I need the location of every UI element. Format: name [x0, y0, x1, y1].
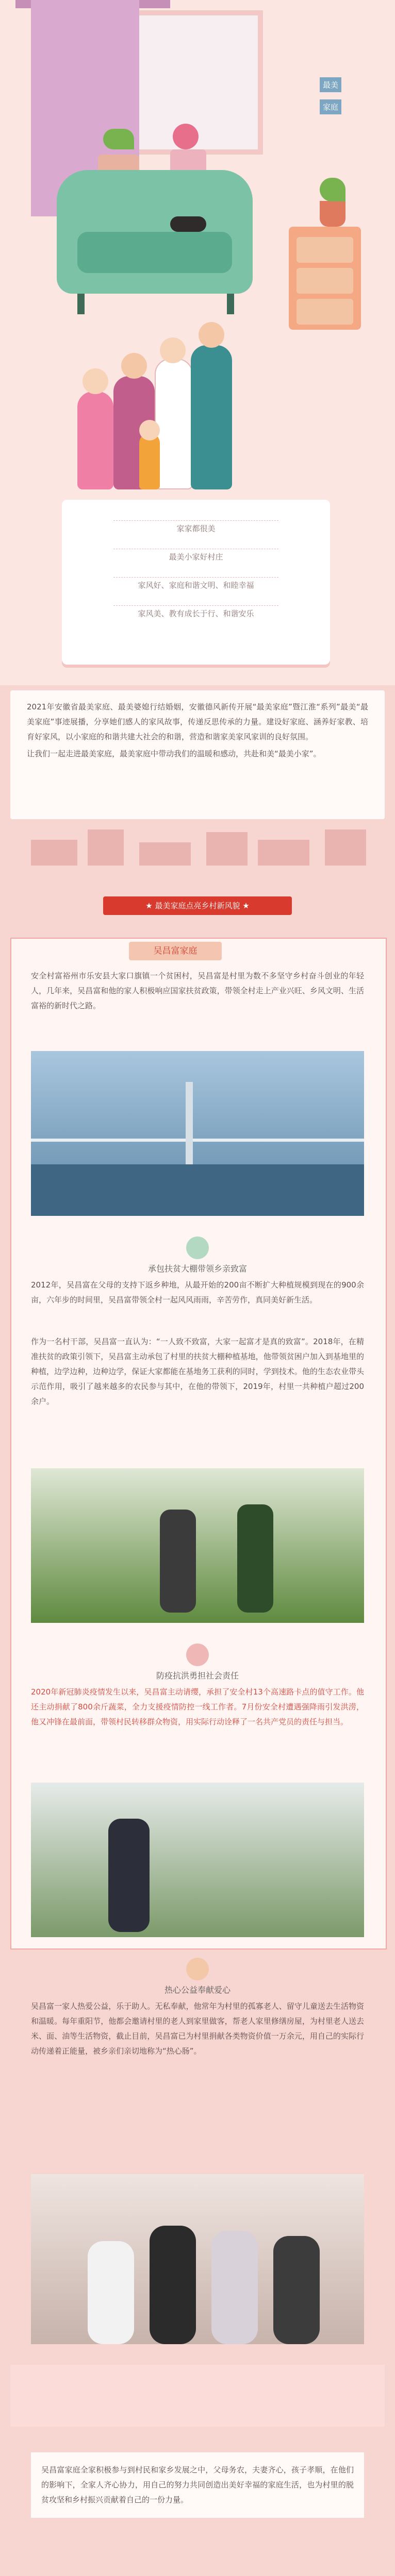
house-icon [139, 842, 191, 866]
house-icon [206, 832, 248, 866]
intro-text: 2021年安徽省最美家庭、最美婆媳行结婚姻，安徽德风新传开展“最美家庭”暨江淮“系列”最美“最美家庭”事迹展播，分享她们感人的家风故事，传递反思传承的力量。建设好家庭、涵养好家教、培育好家风，以小家庭的和谐共建大社会的和谐，营造和谐家美家风家训的良好氛围。 [27, 702, 368, 741]
family-photo [31, 2174, 364, 2344]
family-member [150, 2226, 196, 2344]
plant-leaf-icon [103, 129, 134, 149]
greenhouse-photo-2 [31, 1783, 364, 1937]
badge-line-1: 最美 [320, 77, 341, 92]
bridge-deck [31, 1139, 364, 1142]
intro-card [10, 690, 385, 819]
family-member [211, 2231, 258, 2344]
farmer-figure [237, 1504, 273, 1613]
paper-line: 最美小家好村庄 [113, 549, 278, 565]
house-icon [31, 840, 77, 866]
cabinet-drawer [297, 299, 353, 325]
plant-leaf-icon [320, 178, 345, 201]
paper-line: 家风好、家庭和谐文明、和睦幸福 [113, 577, 278, 593]
family-illustration [77, 319, 242, 489]
village-houses [10, 824, 385, 866]
section-heading-2 [93, 1643, 302, 1681]
head [160, 337, 186, 363]
head [121, 353, 147, 379]
hero-illustration [0, 0, 395, 685]
shield-icon [186, 1643, 209, 1666]
section-heading-1 [93, 1236, 302, 1274]
family-member [273, 2236, 320, 2344]
cabinet-drawer [297, 268, 353, 294]
section-title-1: 承包扶贫大棚带领乡亲致富 [147, 1264, 247, 1274]
divider-band [10, 2365, 385, 2427]
section-title-3: 热心公益奉献爱心 [164, 1985, 231, 1995]
family-member [88, 2241, 134, 2344]
farmer-figure [160, 1510, 196, 1613]
section-text-1: 2012年，吴昌富在父母的支持下返乡种地，从最开始的200亩不断扩大种植规模到现在的900余亩，六年步的时间里，吴昌富带领全村一起风风雨雨，辛苦劳作，真同美好新生活。 [31, 1280, 364, 1304]
cat-icon [170, 216, 206, 232]
flower-icon [173, 124, 199, 149]
intro-text-2: 让我们一起走进最美家庭，最美家庭中带动我们的温暖和感动，共赴和美“最美小家”。 [27, 749, 321, 758]
section-text-1b: 作为一名村干部，吴昌富一直认为：“一人致不致富，大家一起富才是真的致富”。2018年，在精准扶贫的政策引领下，吴昌富主动承包了村里的扶贫大棚种植基地，他带领贫困户加入到基地里的种植，边学边种，边种边学，保证大家都能在基地务工获利的同时，学到技术。他的生态农业带头示范作用，吸引了越来越多的农民参与其中，在他的带领下，2019年，村里一共种植户超过200余户。 [31, 1337, 364, 1406]
grandma-figure [77, 392, 113, 489]
father-figure [191, 345, 232, 489]
head [139, 420, 160, 440]
section-tag: ★ 最美家庭点亮乡村新风貌 ★ [103, 896, 292, 915]
section-text-2: 2020年新冠肺炎疫情发生以来，吴昌富主动请缨，承担了安全村13个高速路卡点的值守工作。他还主动捐献了800余斤蔬菜，全力支援疫情防控一线工作者。7月份安全村遭遇强降雨引发洪涝，他又冲锋在最前面，带领村民转移群众物资，用实际行动诠释了一名共产党员的责任与担当。 [31, 1687, 364, 1726]
badge-line-2: 家庭 [320, 99, 341, 114]
house-icon [258, 840, 309, 866]
sprout-icon [186, 1236, 209, 1259]
farmer-figure [108, 1819, 150, 1932]
house-icon [325, 829, 366, 866]
head [199, 322, 224, 348]
greenhouse-photo-1 [31, 1468, 364, 1623]
sofa-leg [227, 294, 234, 314]
bridge-tower [186, 1082, 193, 1175]
family-name-tag: 吴昌富家庭 [129, 942, 222, 960]
house-icon [88, 829, 124, 866]
section-text-3: 吴昌富一家人热爱公益，乐于助人。无私奉献，他常年为村里的孤寡老人、留守儿童送去生活物资和温暖。每年重阳节，他都会邀请村里的老人到家里做客，帮老人家里修缮房屋，为村里老人送去米、面、油等生活物资，截止目前，吴昌富已为村里捐献各类物资价值一万余元，用自己的实际行动传递着正能量，被乡亲们亲切地称为“热心肠”。 [31, 2002, 364, 2056]
paper-line: 家家都很美 [113, 520, 278, 536]
river [31, 1164, 364, 1216]
hero-badge [320, 77, 341, 114]
section-heading-3 [93, 1958, 302, 1995]
head [83, 368, 108, 394]
sofa-seat [77, 232, 232, 273]
motto-paper [62, 500, 330, 665]
child-figure [139, 433, 160, 489]
potted-plant [320, 201, 345, 227]
mother-figure [155, 359, 193, 489]
closing-text: 吴昌富家庭全家积极参与到村民和家乡发展之中，父母务农，夫妻齐心，孩子孝顺，在他们的影响下，全家人齐心协力，用自己的努力共同创造出美好幸福的家庭生活，也为村里的脱贫攻坚和乡村振兴贡献着自己的一份力量。 [31, 2452, 364, 2518]
cabinet-drawer [297, 237, 353, 263]
heart-icon [186, 1958, 209, 1980]
paper-line: 家风美、教有成长于行、和谐安乐 [113, 605, 278, 621]
bridge-photo [31, 1051, 364, 1216]
section-title-2: 防疫抗洪勇担社会责任 [156, 1671, 239, 1681]
sofa-leg [77, 294, 85, 314]
profile-bio: 安全村富裕州市乐安县大家口旗镇一个贫困村，吴昌富是村里为数不多坚守乡村奋斗创业的年轻人，几年来，吴昌富和他的家人积极响应国家扶贫政策，带领全村走上产业兴旺、乡风文明、生活富裕的新时代之路。 [31, 971, 364, 1010]
